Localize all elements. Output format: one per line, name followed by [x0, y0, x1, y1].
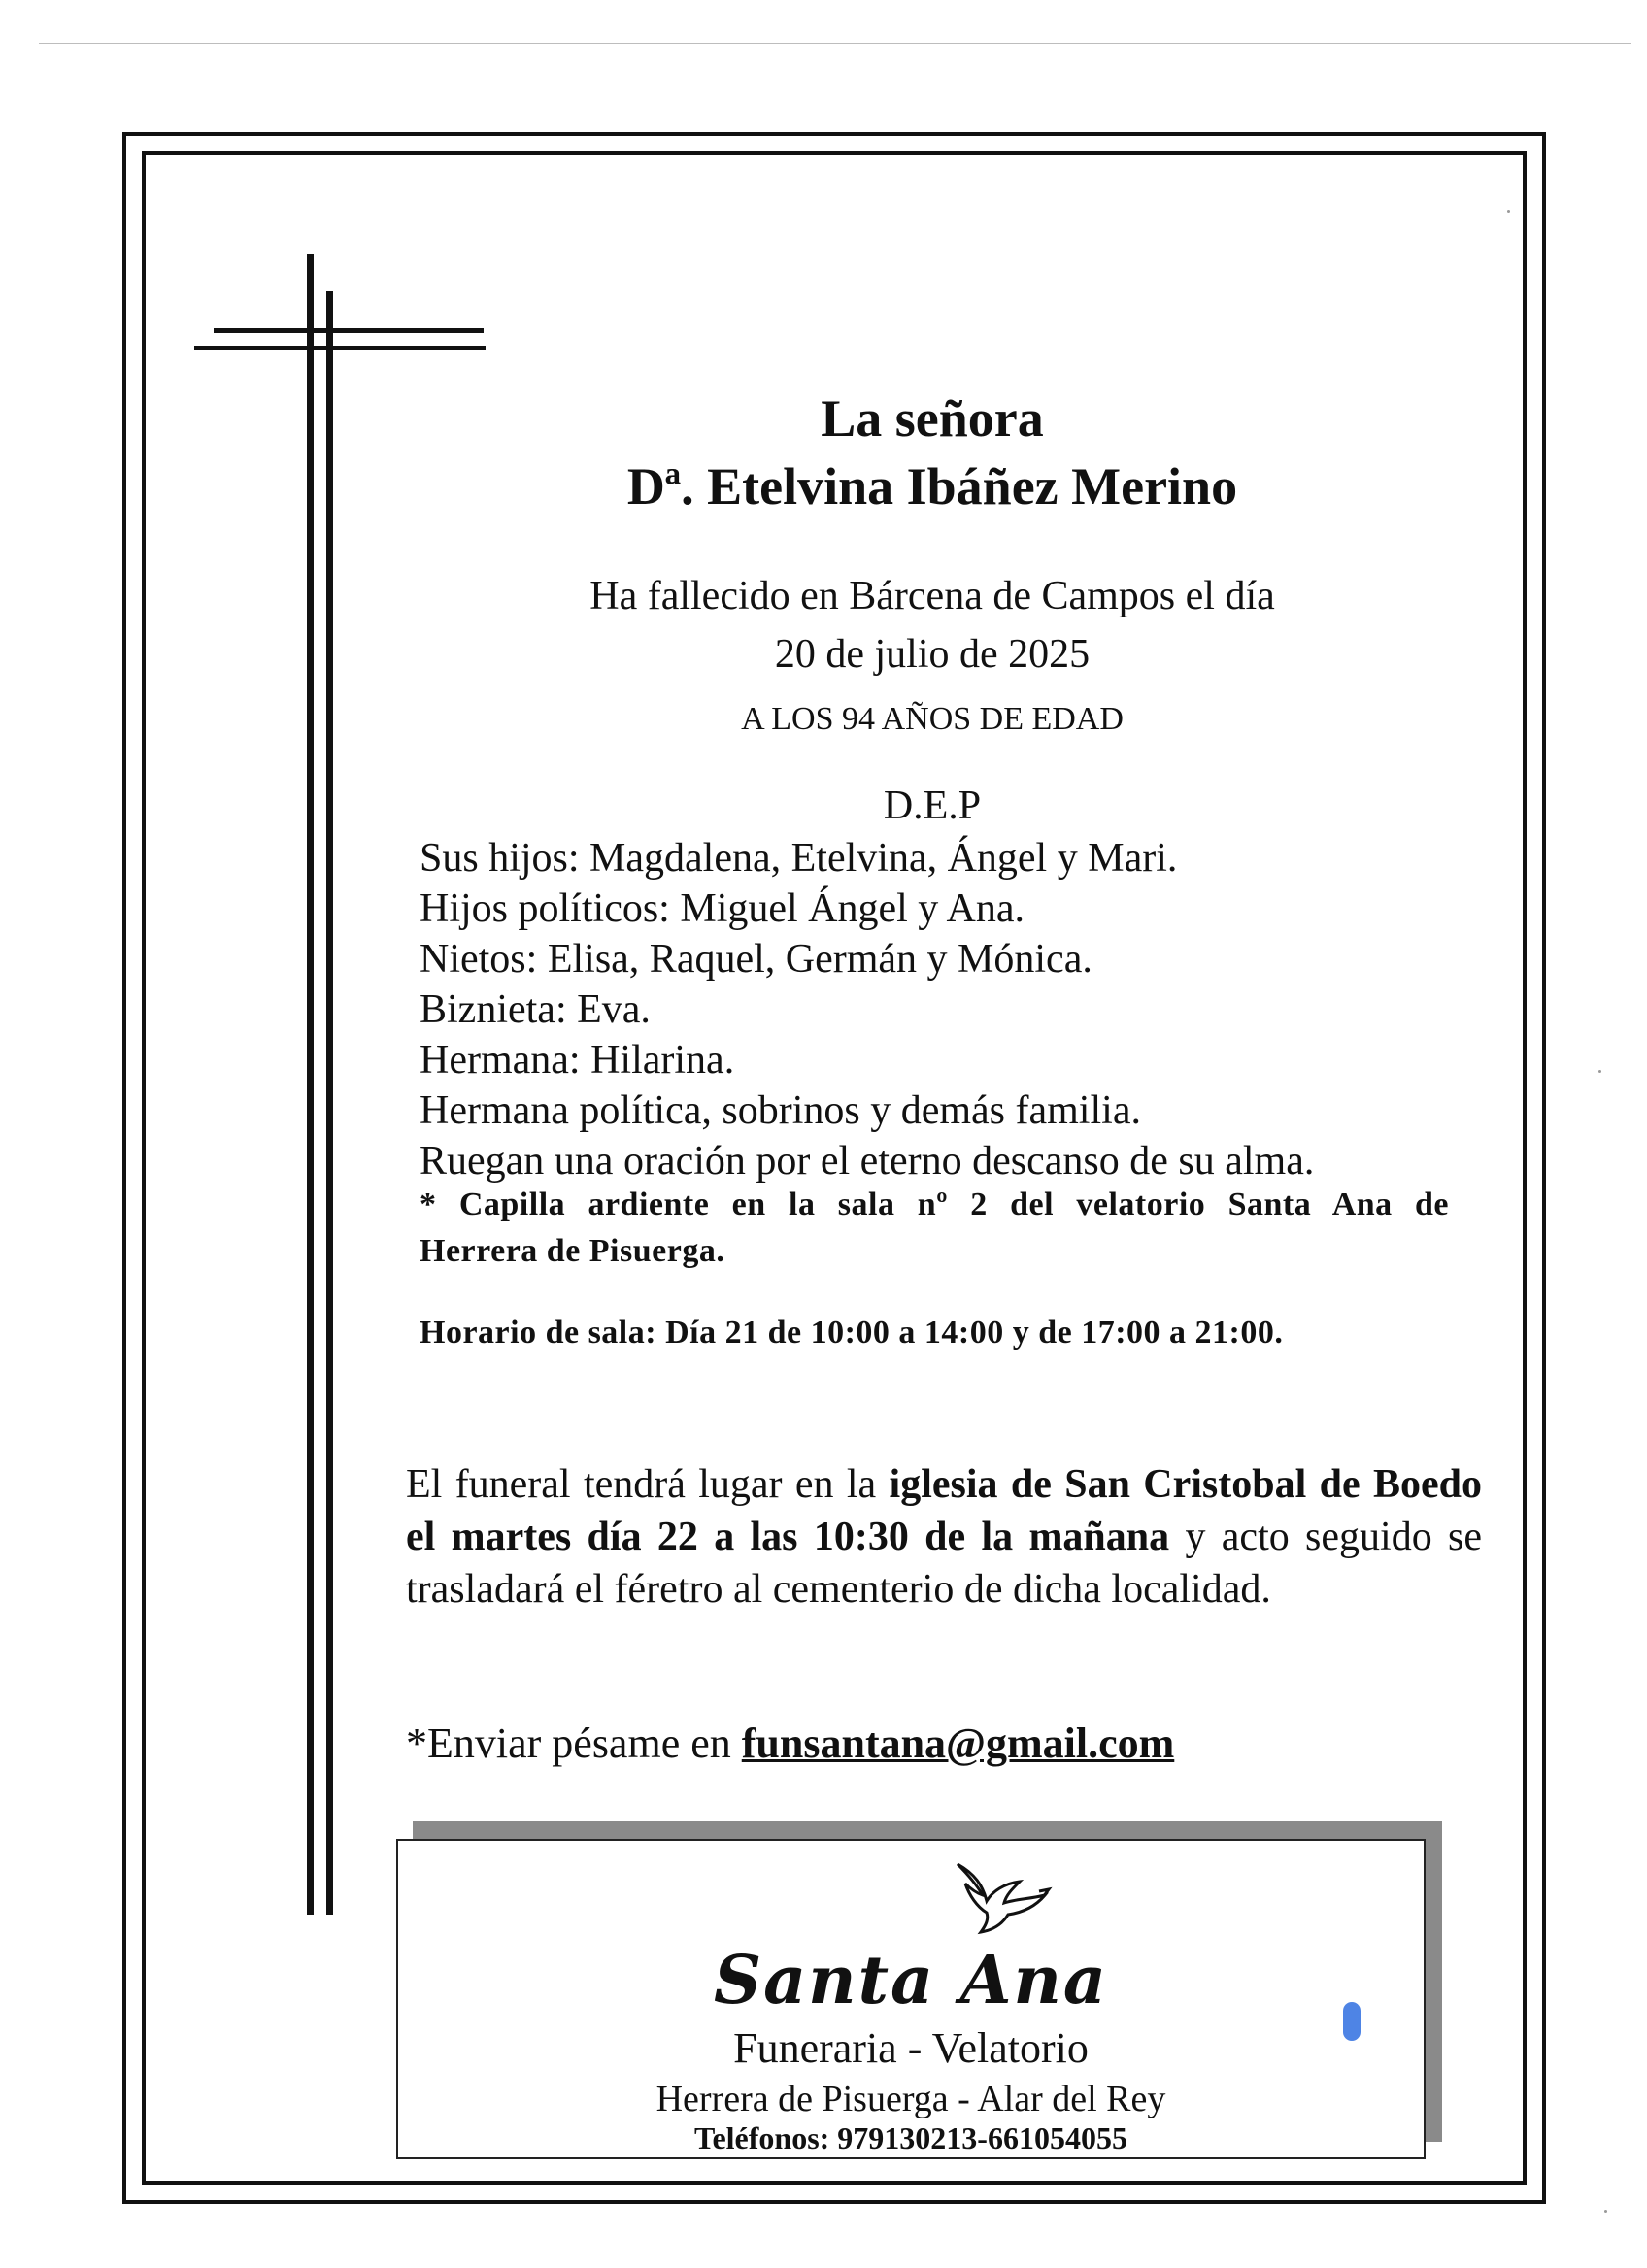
funeral-text: El funeral tendrá lugar en la: [406, 1462, 890, 1507]
dove-icon: [948, 1856, 1055, 1938]
condolence-line: [406, 1718, 1174, 1768]
funeral-church-time: iglesia de San Cristobal de Boedo el martes día 22 a las 10:30 de la mañana: [406, 1462, 1482, 1559]
scan-top-line: [39, 43, 1631, 44]
title-line-1: La señora: [821, 389, 1044, 448]
schedule-line: Horario de sala: Día 21 de 10:00 a 14:00 y de 17:00 a 21:00.: [420, 1315, 1284, 1351]
family-line: Hermana política, sobrinos y demás familia.: [420, 1088, 1141, 1133]
family-line: Biznieta: Eva.: [420, 987, 651, 1032]
brand-logo: Santa Ana: [713, 1942, 1108, 2019]
family-line: Hijos políticos: Miguel Ángel y Ana.: [420, 886, 1025, 931]
card-locations: Herrera de Pisuerga - Alar del Rey: [655, 2079, 1166, 2119]
funeral-paragraph: [406, 1458, 1482, 1616]
family-line: Nietos: Elisa, Raquel, Germán y Mónica.: [420, 937, 1092, 982]
ink-mark: [1343, 2002, 1361, 2041]
chapel-line-2: Herrera de Pisuerga.: [420, 1233, 725, 1269]
prayer-line: Ruegan una oración por el eterno descanso de su alma.: [420, 1139, 1315, 1184]
death-place: Ha fallecido en Bárcena de Campos el día: [589, 574, 1275, 618]
scan-speck: [1507, 210, 1510, 213]
scan-speck: [1604, 2210, 1607, 2213]
deceased-name: Dª. Etelvina Ibáñez Merino: [626, 457, 1238, 516]
chapel-line-1: * Capilla ardiente en la sala nº 2 del velatorio Santa Ana de: [420, 1186, 1449, 1222]
card-subtitle: Funeraria - Velatorio: [733, 2024, 1089, 2072]
dep-line: D.E.P: [883, 784, 982, 828]
condolence-email-link[interactable]: funsantana@gmail.com: [741, 1719, 1175, 1767]
funeral-text-end: y acto seguido se trasladará el féretro al cementerio de dicha localidad.: [406, 1515, 1483, 1612]
age-line: A LOS 94 AÑOS DE EDAD: [741, 701, 1124, 737]
family-line: Sus hijos: Magdalena, Etelvina, Ángel y Mari.: [420, 836, 1178, 881]
condolence-prefix: *Enviar pésame en: [406, 1719, 742, 1767]
card-phones: Teléfonos: 979130213-661054055: [694, 2120, 1127, 2155]
funeral-home-card: [396, 1839, 1426, 2159]
scan-speck: [1598, 1070, 1601, 1073]
family-line: Hermana: Hilarina.: [420, 1038, 735, 1083]
death-date: 20 de julio de 2025: [774, 632, 1091, 677]
